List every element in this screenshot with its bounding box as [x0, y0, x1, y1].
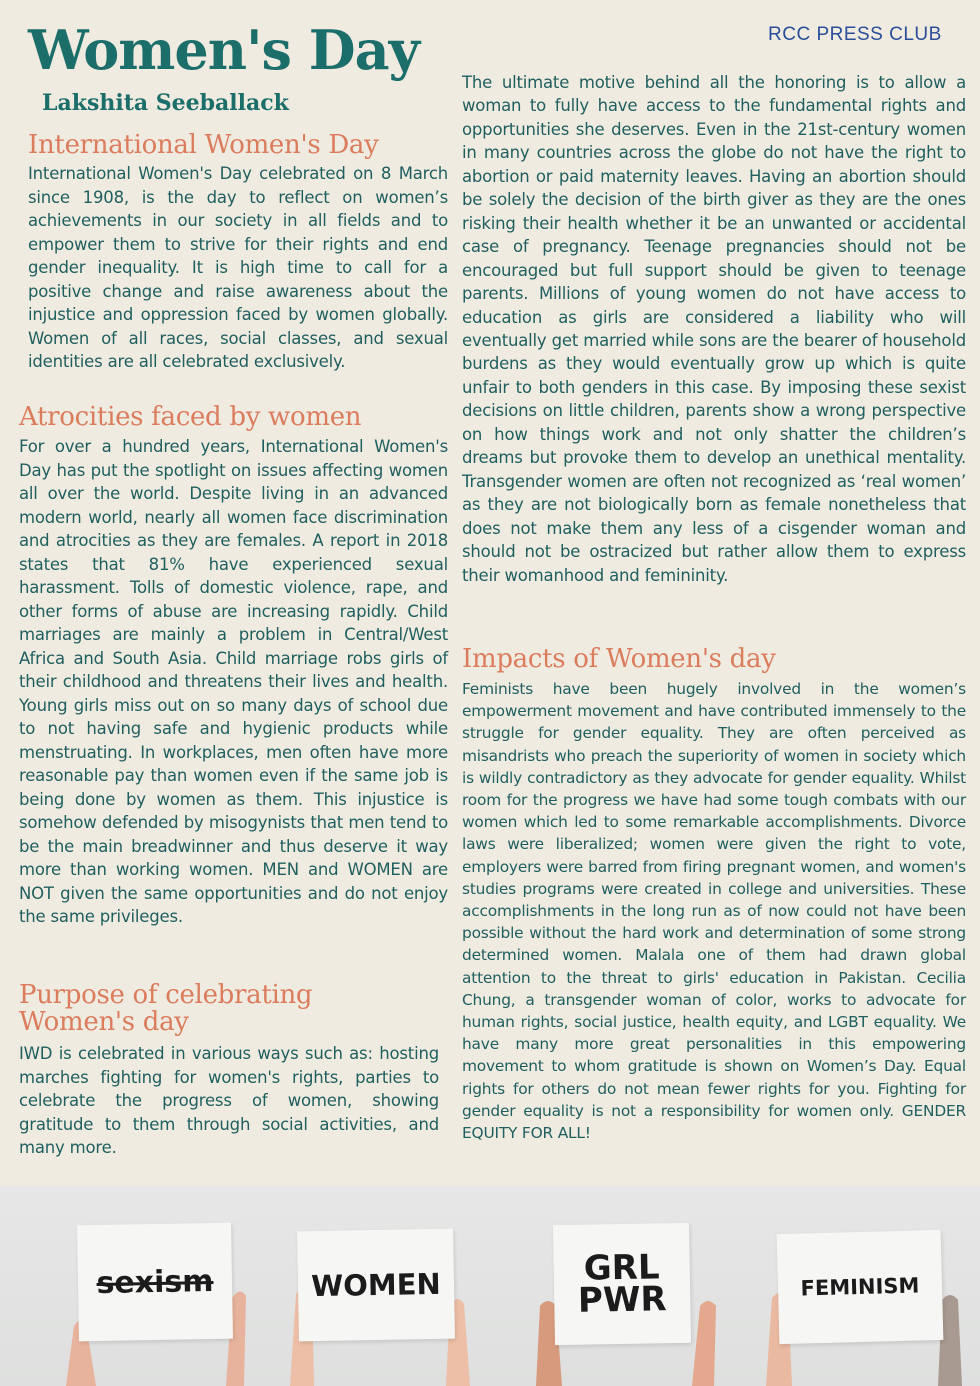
sign-women	[297, 1229, 455, 1342]
iwd-heading: International Women's Day	[28, 130, 379, 160]
protest-signs-photo	[0, 1186, 980, 1386]
iwd-body: International Women's Day celebrated on 8 March since 1908, is the day to reflect on women’s achievements in our society in all fields and to empower them to strive for their rights and end gender inequality. It is high time to call for a positive change and raise awareness about the injustice and oppression faced by women globally. Women of all races, social classes, and sexual identities are all celebrated exclusively.	[28, 164, 448, 371]
sign-sexism-text: sexism	[96, 1263, 214, 1301]
purpose-heading-line1: Purpose of celebrating	[19, 980, 313, 1010]
impacts-body: Feminists have been hugely involved in the women’s empowerment movement and have contributed immensely to the struggle for gender equality. They are often perceived as misandrists who preach the superiority of women in society which is wildly contradictory as they advocate for gender equality. Whilst room for the progress we have had some tough combats with our women which led to some remarkable accomplishments. Divorce laws were liberalized; women were given the right to vote, employers were barred from firing pregnant women, and women's studies programs were created in college and universities. These accomplishments in the long run as of now could not have been possible without the hard work and determination of some strong determined women. Malala one of them had drawn global attention to the threat to girls' education in Pakistan. Cecilia Chung, a transgender woman of color, works to advocate for human rights, social justice, health equity, and LGBT equality. We have many more great personalities in this empowering movement to whom gratitude is shown on Women’s Day. Equal rights for others do not mean fewer rights for you. Fighting for gender equality is not a responsibility for women only. GENDER EQUITY FOR ALL!	[462, 680, 966, 1143]
sign-feminism	[777, 1230, 944, 1344]
atrocities-heading: Atrocities faced by women	[19, 402, 362, 432]
purpose-body: IWD is celebrated in various ways such as: hosting marches fighting for women's rights, parties to celebrate the progress of women, showing gratitude to them through social activities, and many more.	[19, 1044, 439, 1157]
motive-body: The ultimate motive behind all the honoring is to allow a woman to fully have access to the fundamental rights and opportunities she deserves. Even in the 21st-century women in many countries across the globe do not have the right to abortion or paid maternity leaves. Having an abortion should be solely the decision of the birth giver as they are the ones risking their health whether it be an unwanted or accidental case of pregnancy. Teenage pregnancies should not be encouraged but full support should be given to teenage parents. Millions of young women do not have access to education as girls are considered a liability who will eventually get married while sons are the bearer of household burdens as they would eventually grow up which is quite unfair to both genders in this case. By imposing these sexist decisions on little children, parents show a wrong perspective on how things work and not only shatter the children’s dreams but provoke them to develop an unethical mentality. Transgender women are often not recognized as ‘real women’ as they are not biologically born as female nonetheless that does not make them any less of a cisgender woman and should not be ostracized but rather allow them to express their womanhood and femininity.	[462, 73, 966, 585]
purpose-heading-line2: Women's day	[19, 1007, 189, 1037]
sign-grl-text: GRL	[583, 1247, 660, 1289]
page-title: Women's Day	[28, 18, 419, 82]
sign-grl-pwr	[553, 1223, 691, 1345]
sign-women-text: WOMEN	[310, 1266, 442, 1304]
author-name: Lakshita Seeballack	[42, 90, 289, 116]
press-club-label: RCC PRESS CLUB	[768, 24, 942, 45]
atrocities-body: For over a hundred years, International Women's Day has put the spotlight on issues affecting women all over the world. Despite living in an advanced modern world, nearly all women face discrimination and atrocities as they are females. A report in 2018 states that 81% have experienced sexual harassment. Tolls of domestic violence, rape, and other forms of abuse are increasing rapidly. Child marriages are mainly a problem in Central/West Africa and South Asia. Child marriage robs girls of their childhood and threatens their lives and health. Young girls miss out on so many days of school due to not having safe and hygienic products while menstruating. In workplaces, men often have more reasonable pay than women even if the same job is being done by women as them. This injustice is somehow defended by misogynists that men tend to be the main breadwinner and thus deserve it way more than working women. MEN and WOMEN are NOT given the same opportunities and do not enjoy the same privileges.	[19, 437, 448, 926]
sign-pwr-text: PWR	[577, 1279, 667, 1321]
sign-sexism	[77, 1223, 233, 1342]
sign-feminism-text: FEMINISM	[800, 1273, 920, 1301]
impacts-heading: Impacts of Women's day	[462, 644, 776, 674]
